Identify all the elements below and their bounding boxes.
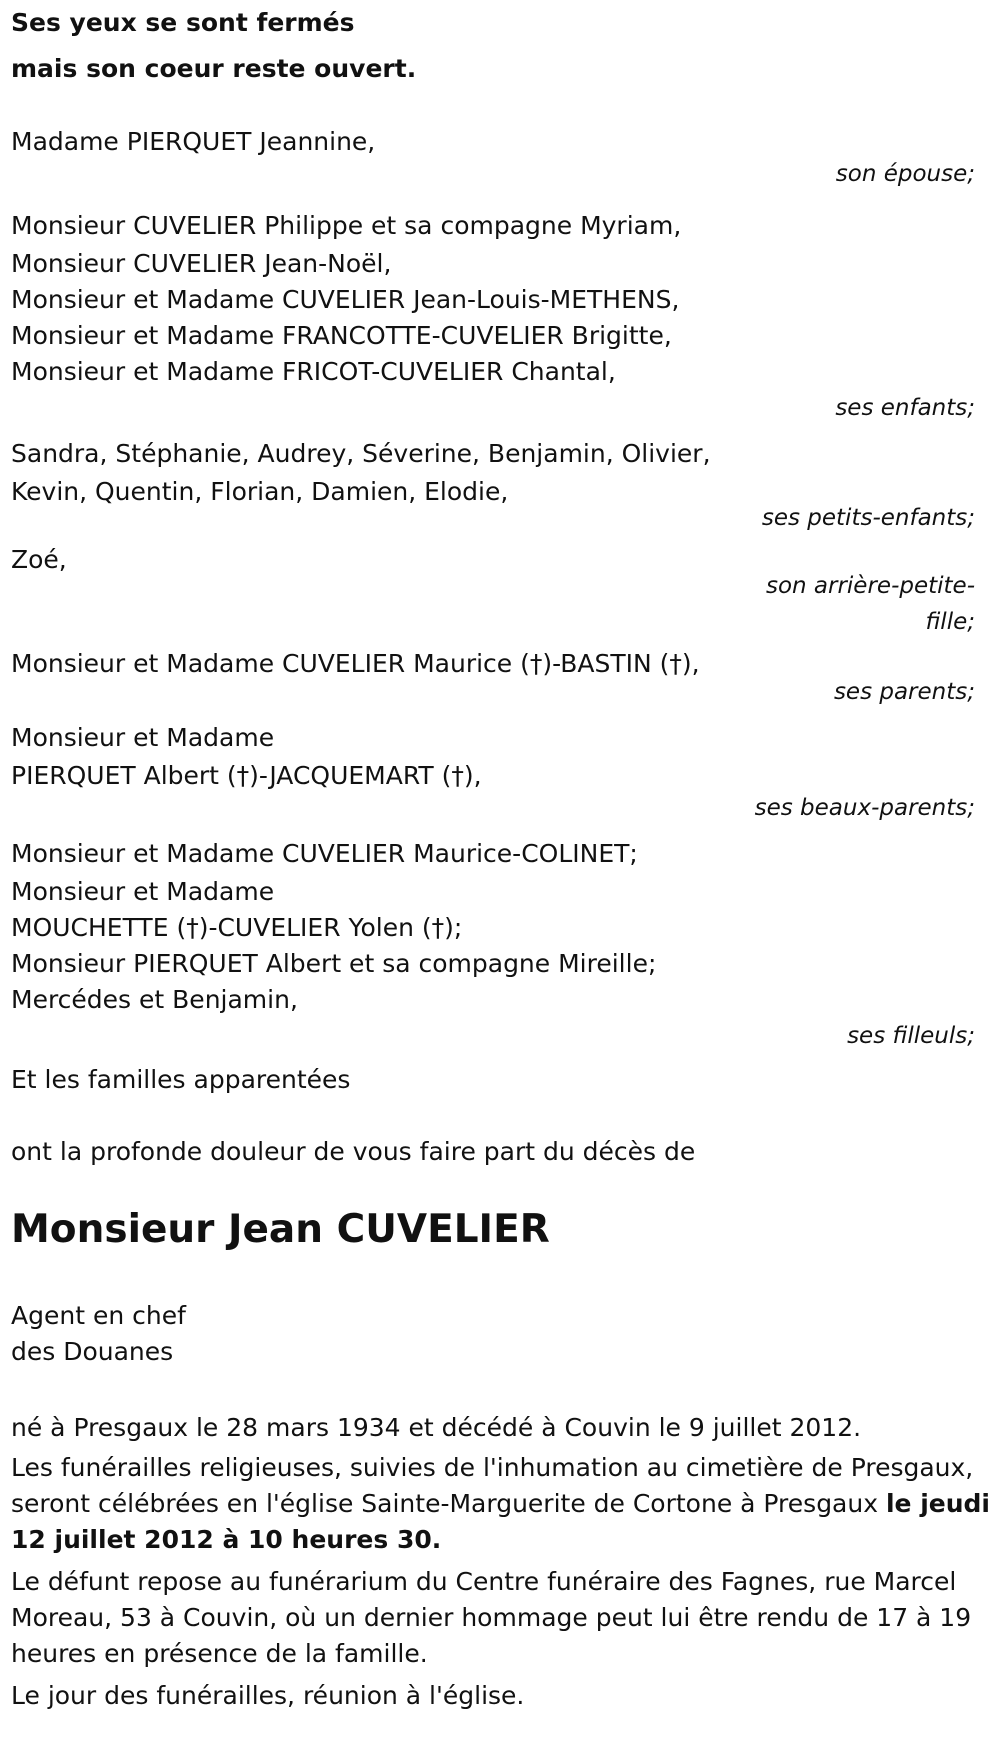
family-line: Mercédes et Benjamin, — [11, 985, 298, 1014]
family-line: Monsieur et Madame CUVELIER Jean-Louis-METHENS, — [11, 285, 680, 314]
family-line: Monsieur et Madame FRANCOTTE-CUVELIER Brigitte, — [11, 321, 672, 350]
family-line: Zoé, — [11, 545, 67, 574]
funeral-paragraph — [11, 1450, 1000, 1558]
deceased-name: Monsieur Jean CUVELIER — [11, 1207, 550, 1252]
relation-label: ses enfants; — [835, 395, 975, 421]
relation-label: fille; — [925, 609, 975, 635]
title-line: des Douanes — [11, 1337, 174, 1366]
funeral-date: le jeudi 12 juillet 2012 à 10 heures 30. — [11, 1489, 990, 1554]
family-group-parents — [11, 644, 989, 710]
family-group-children — [11, 206, 989, 426]
family-line: Kevin, Quentin, Florian, Damien, Elodie, — [11, 477, 509, 506]
family-group-parents-in-law — [11, 718, 989, 826]
family-group-spouse — [11, 122, 989, 192]
rest-paragraph: Le défunt repose au funérarium du Centre funéraire des Fagnes, rue Marcel Moreau, 53 à Couvin, où un dernier hommage peut lui être rendu de 17 à 19 heures en présence de la famille. — [11, 1567, 972, 1668]
family-group-grandchildren — [11, 434, 989, 536]
families-line: Et les familles apparentées — [11, 1065, 351, 1094]
birth-death-dates: né à Presgaux le 28 mars 1934 et décédé à Couvin le 9 juillet 2012. — [11, 1413, 862, 1442]
family-group-godchildren — [11, 834, 989, 1054]
announcement: ont la profonde douleur de vous faire part du décès de — [11, 1137, 696, 1166]
verse — [11, 0, 989, 92]
relation-label: ses parents; — [833, 679, 975, 705]
family-line: Monsieur CUVELIER Philippe et sa compagne Myriam, — [11, 211, 682, 240]
relation-label: ses filleuls; — [847, 1023, 975, 1049]
family-line: Madame PIERQUET Jeannine, — [11, 127, 376, 156]
family-line: Monsieur et Madame CUVELIER Maurice (†)-BASTIN (†), — [11, 649, 700, 678]
relation-label: ses beaux-parents; — [754, 795, 975, 821]
relation-label: son arrière-petite- — [765, 573, 975, 599]
meeting-line: Le jour des funérailles, réunion à l'église. — [11, 1681, 525, 1710]
verse-line: mais son coeur reste ouvert. — [11, 54, 417, 83]
relation-label: son épouse; — [835, 161, 975, 187]
family-line: PIERQUET Albert (†)-JACQUEMART (†), — [11, 761, 482, 790]
title-line: Agent en chef — [11, 1301, 186, 1330]
verse-line: Ses yeux se sont fermés — [11, 8, 355, 37]
family-line: Monsieur et Madame FRICOT-CUVELIER Chantal, — [11, 357, 616, 386]
family-line: MOUCHETTE (†)-CUVELIER Yolen (†); — [11, 913, 463, 942]
family-line: Monsieur CUVELIER Jean-Noël, — [11, 249, 392, 278]
relation-label-multiline — [11, 568, 987, 640]
family-line: Monsieur et Madame — [11, 723, 275, 752]
funeral-text: Les funérailles religieuses, suivies de l'inhumation au cimetière de Presgaux, seront célébrées en l'église Sainte-Marguerite de Cortone à Presgaux — [11, 1453, 974, 1518]
family-line: Monsieur PIERQUET Albert et sa compagne Mireille; — [11, 949, 657, 978]
family-line: Monsieur et Madame — [11, 877, 275, 906]
family-group-great-grandchild — [11, 540, 989, 640]
family-line: Monsieur et Madame CUVELIER Maurice-COLINET; — [11, 839, 638, 868]
family-line: Sandra, Stéphanie, Audrey, Séverine, Benjamin, Olivier, — [11, 439, 711, 468]
deceased-title — [11, 1298, 989, 1370]
relation-label: ses petits-enfants; — [761, 505, 975, 531]
